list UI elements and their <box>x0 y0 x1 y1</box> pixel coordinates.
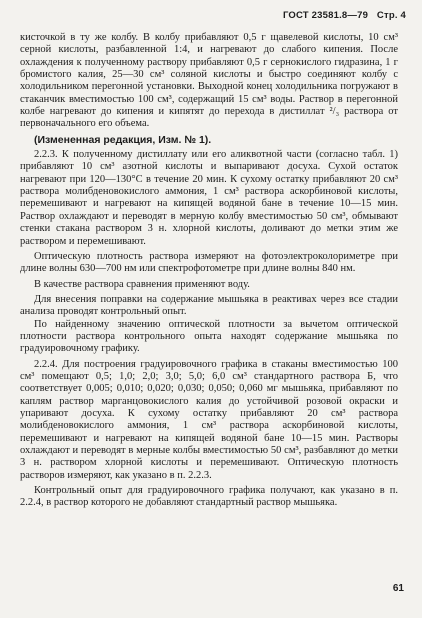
paragraph-2-2-3: 2.2.3. К полученному дистиллату или его аликвотной части (согласно табл. 1) прибавляют 10 см³ азотной кислоты и выпаривают досуха. Сухой остаток нагревают при 120—130°С в течение 20 мин. К сухому остатку прибавляют 20 см³ раствора молибденовокислого аммония, 1 см³ раствора аскорбиновой кислоты, перемешивают и нагревают на кипящей водяной бане в течение 10—15 мин. Раствор охлаждают и переводят в мерную колбу вместимостью 50 см³, обмывают стенки стакана раствором 3 н. хлорной кислоты, доливают до метки этим же раствором и перемешивают. <box>20 149 398 247</box>
paragraph-calibration-control: Контрольный опыт для градуировочного графика получают, как указано в п. 2.2.4, в раствор которого не добавляют стандартный раствор мышьяка. <box>20 485 398 509</box>
page-number: 61 <box>392 583 404 594</box>
paragraph-calibration-lookup: По найденному значению оптической плотности за вычетом оптической плотности раствора контрольного опыта находят содержание мышьяка по градуировочному графику. <box>20 318 398 355</box>
paragraph-distillation: кисточкой в ту же колбу. В колбу прибавляют 0,5 г щавелевой кислоты, 10 см³ серной кислоты, разбавленной 1:4, и нагревают до слабого кипения. После охлаждения к полученному раствору прибавляют 0,5 г сернокислого гидразина, 1 г бромистого калия, 25—30 см³ соляной кислоты и быстро соединяют колбу с холодильником перегонной установки. Выходной конец холодильника погружают в стаканчик вместимостью 100 см³, содержащий 15 см³ воды. Раствор в перегонной колбе нагревают до кипения и кипятят до перехода в дистиллат ²/₃ раствора от первоначального его объема. <box>20 32 398 130</box>
paragraph-2-2-4: 2.2.4. Для построения градуировочного графика в стаканы вместимостью 100 см³ помещают 0,5; 1,0; 2,0; 3,0; 5,0; 6,0 см³ стандартного раствора Б, что соответствует 0,005; 0,010; 0,020; 0,030; 0,050; 0,060 мг мышьяка, прибавляют по каплям раствор марганцовокислого калия до устойчивой розовой окраски и упаривают досуха. К сухому остатку прибавляют 20 см³ раствора молибденовокислого аммония, 1 см³ раствора аскорбиновой кислоты, перемешивают и нагревают на кипящей водяной бане 10—15 мин. Растворы охлаждают и переводят в мерные колбы вместимостью 50 см³, разбавляют до метки 3 н. раствором хлорной кислоты и перемешивают. Оптическую плотность растворов измеряют, как указано в п. 2.2.3. <box>20 358 398 481</box>
standard-number: ГОСТ 23581.8—79 <box>282 10 369 21</box>
document-body <box>20 32 398 510</box>
page-header <box>277 10 406 21</box>
paragraph-reference-solution: В качестве раствора сравнения применяют воду. <box>34 278 250 290</box>
page-label: Стр. 4 <box>376 10 406 21</box>
amendment-note: (Измененная редакция, Изм. № 1). <box>34 133 212 146</box>
paragraph-control-experiment: Для внесения поправки на содержание мышьяка в реактивах через все стадии анализа проводят контрольный опыт. <box>20 293 398 318</box>
paragraph-optical-density: Оптическую плотность раствора измеряют на фотоэлектроколориметре при длине волны 630—700 нм или спектрофотометре при длине волны 840 нм. <box>20 250 398 275</box>
